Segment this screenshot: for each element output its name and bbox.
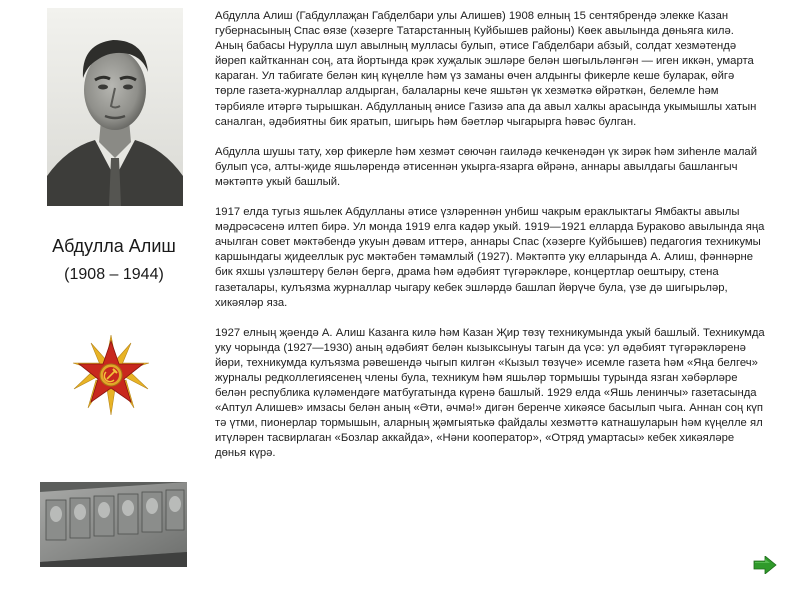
person-name: Абдулла Алиш [52, 236, 176, 256]
biography-text [215, 9, 765, 477]
biography-paragraph: 1917 елда тугыз яшьлек Абдулланы әтисе үзләреннән унбиш чакрым ераклыктагы Ямбакты авылы мәдрәсәсенә илтеп бирә. Ул монда 1919 елга кадәр укый. 1919—1921 елларда Бураково авылында яңа ачылган совет мәктәбендә укуын дәвам иттерә, аннары Спас (хәзерге Куйбышев) педагогия техникумы каршындагы җидееллык рус мәктәбен тәмамлый (1927). Мәктәптә уку елларында А. Алиш, фәннәрне бик яхшы үзләштерү белән бергә, драма һәм әдәбият түгәрәкләре, концертлар оештыру, стена газеталары, кулъязма журналлар чыгару кебек эшләрдә башлап йөрүче була, үзе дә шигырьләр, хикәяләр яза. [215, 206, 765, 309]
biography-paragraph: Абдулла шушы тату, хөр фикерле һәм хезмәт сөючән гаиләдә кечкенәдән үк зирәк һәм зиһенле малай булып үсә, алты-җиде яшьләрендә әтисеннән укырга-язарга өйрәнә, аннары авылдагы башлангыч мәктәптә укый башлый. [215, 145, 758, 188]
order-of-patriotic-war-icon [70, 334, 152, 416]
memorial-relief-image [40, 482, 187, 567]
biography-paragraph: 1927 елның җәендә А. Алиш Казанга килә һәм Казан Җир төзү техникумында укый башлый. Техникумда уку чорында (1927—1930) аның әдәбият белән кызыксынуы тагын да үсә: ул әдәбият түгәрәкләренә йөри, техникумда кулъязма рәвешендә чыгып килгән «Кызыл төзүче» исемле газета һәм «Яңа белгеч» журналы редколлегиясенең члены була, техникум һәм яшьләр тормышы турында язган хәбәрләре белән республика күләмендәге матбугатында күренә башлый. 1929 елда «Яшь ленинчы» газетасында «Аптул Алишев» имзасы белән аның «Әти, әчмә!» дигән беренче хикәясе басылып чыга. Аннан соң күп тә үтми, пионерлар тормышын, аларның җәмгыятькә файдалы хезмәттә катнашуларын һәм күңелле ял итүләрен тасвирлаган «Бозлар аккайда», «Нәни кооператор», «Отряд умартасы» кебек хикәяләре дөнья күрә. [215, 326, 765, 460]
person-years: (1908 – 1944) [64, 266, 164, 283]
next-arrow-icon[interactable] [753, 556, 777, 574]
biography-paragraph: Абдулла Алиш (Габдуллаҗан Габделбари улы Алишев) 1908 елның 15 сентябрендә элекке Казан губернасының Спас өязе (хәзерге Татарстанның Куйбышев районы) Көек авылында дөньяга килә. Аның бабасы Нурулла шул авылның мулласы булып, әтисе Габделбари абзый, солдат хезмәтендә йөреп кайтканнан соң, ата йортында крәк хуҗалык эшләре белән шөгыльләнгән — иген иккән, умарта караган. Ул табигате белән киң күңелле һәм үз заманы өчен алдынгы фикерле кеше буларак, өйгә төрле газета-журналлар алдырган, балаларны кече яшьтән үк хезмәткә өйрәткән, белемле һәм тәрбияле итәргә тырышкан. Абдулланың әнисе Газизә апа да авыл халкы арасында укымышлы хатын саналган, әдәбиятны бик яратып, шигырь һәм бәетләр чыгарырга һәвәс булган. [215, 10, 757, 128]
portrait-image [47, 8, 183, 206]
